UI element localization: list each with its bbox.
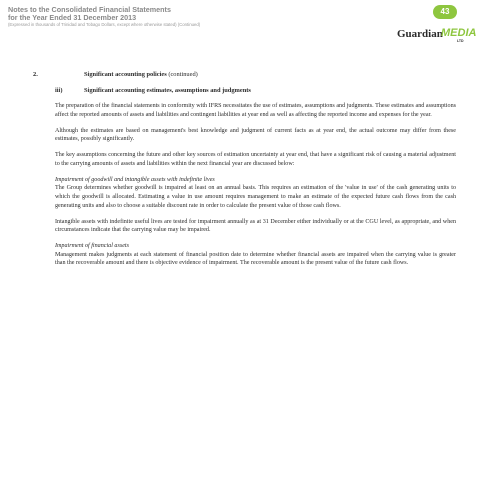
body-text (55, 102, 456, 275)
header-subtitle: (Expressed in thousands of Trinidad and Tobago Dollars, except where otherwise stated) (Continued) (8, 22, 201, 27)
paragraph-financial-assets: Management makes judgments at each statement of financial position date to determine whether financial assets are impaired when the carrying value is greater than the recoverable amount and there is objective evidence of impairment. The recoverable amount is the present value of the future cash flows. (55, 251, 456, 267)
header-title-line1: Notes to the Consolidated Financial Statements (8, 5, 171, 14)
section-title-suffix: (continued) (166, 71, 198, 78)
subsection-number: iii) (55, 87, 63, 94)
section-title-bold: Significant accounting policies (84, 71, 167, 78)
paragraph-estimates: The preparation of the financial statements in conformity with IFRS necessitates the use of estimates, assumptions and judgments. These estimates and assumptions affect the reported amounts of assets and liabilities and contingent liabilities at year end as well as affecting the reported income and expenses for the year. (55, 103, 456, 118)
running-header (8, 6, 308, 28)
paragraph-goodwill: The Group determines whether goodwill is impaired at least on an annual basis. This requires an estimation of the 'value in use' of the cash generating units to which the goodwill is allocated. Estimating a value in use amount requires management to make an estimate of the expected future cash flows from the cash generating units and also to choose a suitable discount rate in order to calculate the present value of those cash flows. (55, 185, 456, 209)
section-title (84, 71, 198, 78)
heading-financial-assets-impairment: Impairment of financial assets (55, 243, 129, 250)
section-number: 2. (33, 71, 38, 78)
paragraph-actual-outcome: Although the estimates are based on management's best knowledge and judgment of current facts as at year end, the actual outcome may differ from these estimates, possibly significantly. (55, 127, 456, 143)
logo-text-suffix: LTD (457, 39, 464, 43)
logo-text-main: Guardian (397, 28, 443, 40)
page-number-badge: 43 (433, 5, 457, 19)
heading-goodwill-impairment: Impairment of goodwill and intangible assets with indefinite lives (55, 176, 215, 183)
guardian-media-logo (397, 22, 477, 44)
logo-text-accent: MEDIA (441, 27, 477, 39)
paragraph-key-assumptions: The key assumptions concerning the future and other key sources of estimation uncertainty at year end, that have a significant risk of causing a material adjustment to the carrying amounts of assets and liabilities within the next financial year are discussed below: (55, 152, 456, 167)
header-title-line2: for the Year Ended 31 December 2013 (8, 13, 137, 22)
subsection-title: Significant accounting estimates, assumptions and judgments (84, 87, 251, 94)
paragraph-intangible-assets: Intangible assets with indefinite useful lives are tested for impairment annually as at 31 December either individually or at the CGU level, as appropriate, and when circumstances indicate that the carrying value may be impaired. (55, 218, 456, 234)
